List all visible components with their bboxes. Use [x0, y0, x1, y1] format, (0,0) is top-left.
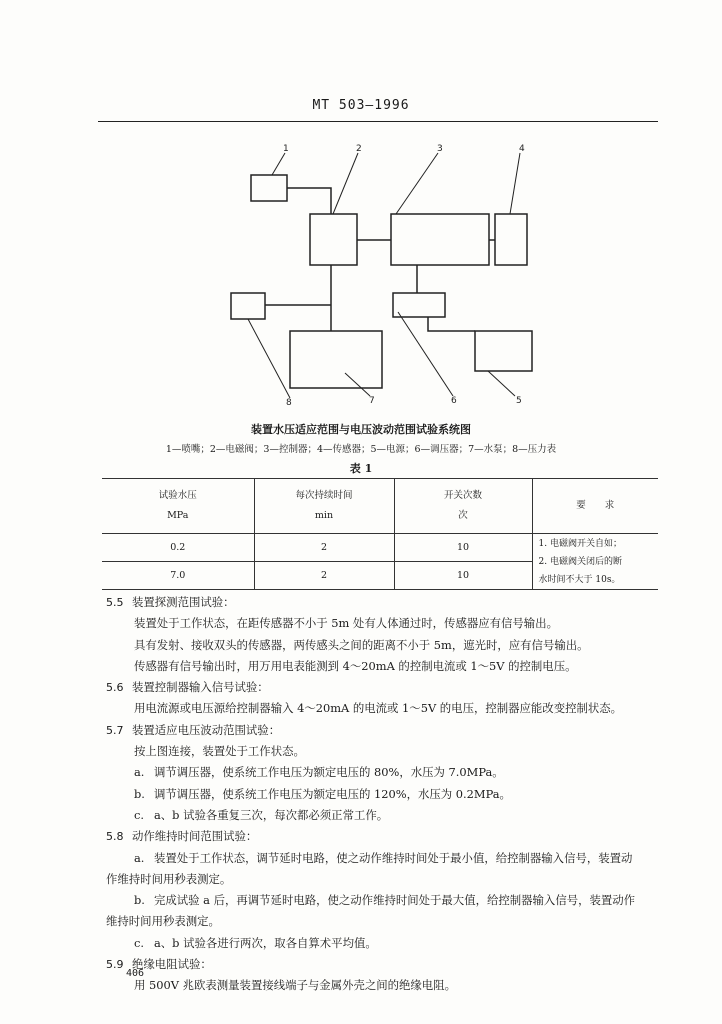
line-text: 传感器有信号输出时，用万用电表能测到 4～20mA 的控制电流或 1～5V 的控制电压。	[134, 658, 577, 673]
paragraph-line	[106, 784, 666, 805]
line-text: 调节调压器，使系统工作电压为额定电压的 80%，水压为 7.0MPa。	[154, 765, 504, 780]
paragraph-line	[106, 741, 666, 762]
line-text: 用 500V 兆欧表测量装置接线端子与金属外壳之间的绝缘电阻。	[134, 978, 456, 993]
section-number: 5.6	[106, 681, 124, 695]
figure-label-7: 7	[369, 396, 375, 406]
figure-legend: 1—喷嘴；2—电磁阀；3—控制器；4—传感器；5—电源；6—调压器；7—水泵；8—压力表	[165, 444, 557, 455]
table-row	[102, 534, 658, 562]
sensor-box	[495, 214, 527, 265]
table-title: 表 1	[349, 462, 373, 475]
cell-requirements	[532, 534, 658, 590]
paragraph-line	[106, 656, 666, 677]
line-text: 装置适应电压波动范围试验：	[132, 722, 281, 737]
pump-box	[290, 331, 382, 388]
system-diagram	[0, 0, 722, 420]
paragraph-line	[106, 848, 666, 869]
standard-number: MT 503—1996	[312, 98, 410, 113]
header-requirements: 要 求	[532, 479, 658, 534]
line-text: 装置控制器输入信号试验：	[132, 680, 269, 695]
cell-duration: 2	[254, 562, 394, 590]
figure-label-3: 3	[437, 144, 443, 154]
paragraph-line	[106, 762, 666, 783]
pressure-gauge-box	[231, 293, 265, 319]
paragraph-line	[106, 635, 666, 656]
item-marker: b.	[134, 893, 145, 908]
header-pressure: 试验水压 MPa	[102, 479, 254, 534]
header-duration: 每次持续时间 min	[254, 479, 394, 534]
section-heading	[106, 826, 666, 847]
line-text: 按上图连接，装置处于工作状态。	[134, 744, 305, 759]
line-text: 装置处于工作状态，在距传感器不小于 5m 处有人体通过时，传感器应有信号输出。	[134, 616, 558, 631]
cell-pressure: 7.0	[102, 562, 254, 590]
section-heading	[106, 954, 666, 975]
controller-box	[391, 214, 489, 265]
header-count: 开关次数 次	[394, 479, 532, 534]
page-number: 406	[126, 968, 145, 979]
cell-count: 10	[394, 534, 532, 562]
requirement-line: 1. 电磁阀开关自如；	[538, 538, 622, 549]
line-text: a、b 试验各进行两次，取各自算术平均值。	[154, 935, 377, 950]
paragraph-line	[106, 805, 666, 826]
paragraph-line	[106, 911, 666, 932]
section-number: 5.5	[106, 596, 124, 609]
figure-label-2: 2	[356, 144, 362, 154]
paragraph-line	[106, 890, 666, 911]
item-marker: a.	[134, 765, 145, 780]
solenoid-valve-box	[310, 214, 357, 265]
section-heading	[106, 677, 666, 698]
paragraph-line	[106, 975, 666, 996]
section-heading	[106, 720, 666, 741]
figure-caption: 装置水压适应范围与电压波动范围试验系统图	[251, 423, 471, 436]
section-number: 5.7	[106, 723, 124, 737]
cell-count: 10	[394, 562, 532, 590]
wire-regulator-power	[428, 317, 475, 331]
item-marker: c.	[134, 935, 145, 950]
cell-duration: 2	[254, 534, 394, 562]
item-marker: c.	[134, 807, 145, 822]
figure-label-8: 8	[286, 398, 292, 408]
line-text: 调节调压器，使系统工作电压为额定电压的 120%，水压为 0.2MPa。	[154, 786, 511, 801]
line-text: 装置探测范围试验：	[132, 595, 235, 609]
cell-pressure: 0.2	[102, 534, 254, 562]
line-text: 绝缘电阻试验：	[132, 957, 212, 972]
line-text: 作维持时间用秒表测定。	[106, 871, 232, 886]
body-text	[106, 592, 666, 997]
section-number: 5.9	[106, 958, 124, 972]
paragraph-line	[106, 698, 666, 719]
line-text: 装置处于工作状态，调节延时电路，使之动作维持时间处于最小值，给控制器输入信号，装置动	[154, 850, 633, 865]
line-text: 用电流源或电压源给控制器输入 4～20mA 的电流或 1～5V 的电压，控制器应能改变控制状态。	[134, 701, 623, 716]
figure-label-6: 6	[451, 396, 457, 406]
pipe-nozzle-valve	[287, 188, 331, 214]
nozzle-box	[251, 175, 287, 201]
test-table	[102, 478, 658, 590]
item-marker: b.	[134, 786, 145, 801]
line-text: 完成试验 a 后，再调节延时电路，使之动作维持时间处于最大值，给控制器输入信号，装置动作	[154, 893, 636, 908]
requirement-line: 2. 电磁阀关闭后的断	[538, 556, 622, 567]
figure-label-5: 5	[516, 396, 522, 406]
paragraph-line	[106, 613, 666, 634]
requirement-line: 水时间不大于 10s。	[538, 574, 621, 585]
item-marker: a.	[134, 850, 145, 865]
figure-label-1: 1	[283, 144, 289, 154]
section-heading	[106, 592, 666, 613]
power-box	[475, 331, 532, 371]
regulator-box	[393, 293, 445, 317]
line-text: 动作维持时间范围试验：	[132, 829, 258, 844]
paragraph-line	[106, 869, 666, 890]
paragraph-line	[106, 933, 666, 954]
figure-label-4: 4	[519, 144, 525, 154]
section-number: 5.8	[106, 830, 124, 844]
line-text: 维持时间用秒表测定。	[106, 914, 220, 929]
line-text: 具有发射、接收双头的传感器，两传感头之间的距离不小于 5m，遮光时，应有信号输出。	[134, 637, 589, 652]
line-text: a、b 试验各重复三次，每次都必须正常工作。	[154, 807, 389, 822]
table-header-row	[102, 479, 658, 534]
